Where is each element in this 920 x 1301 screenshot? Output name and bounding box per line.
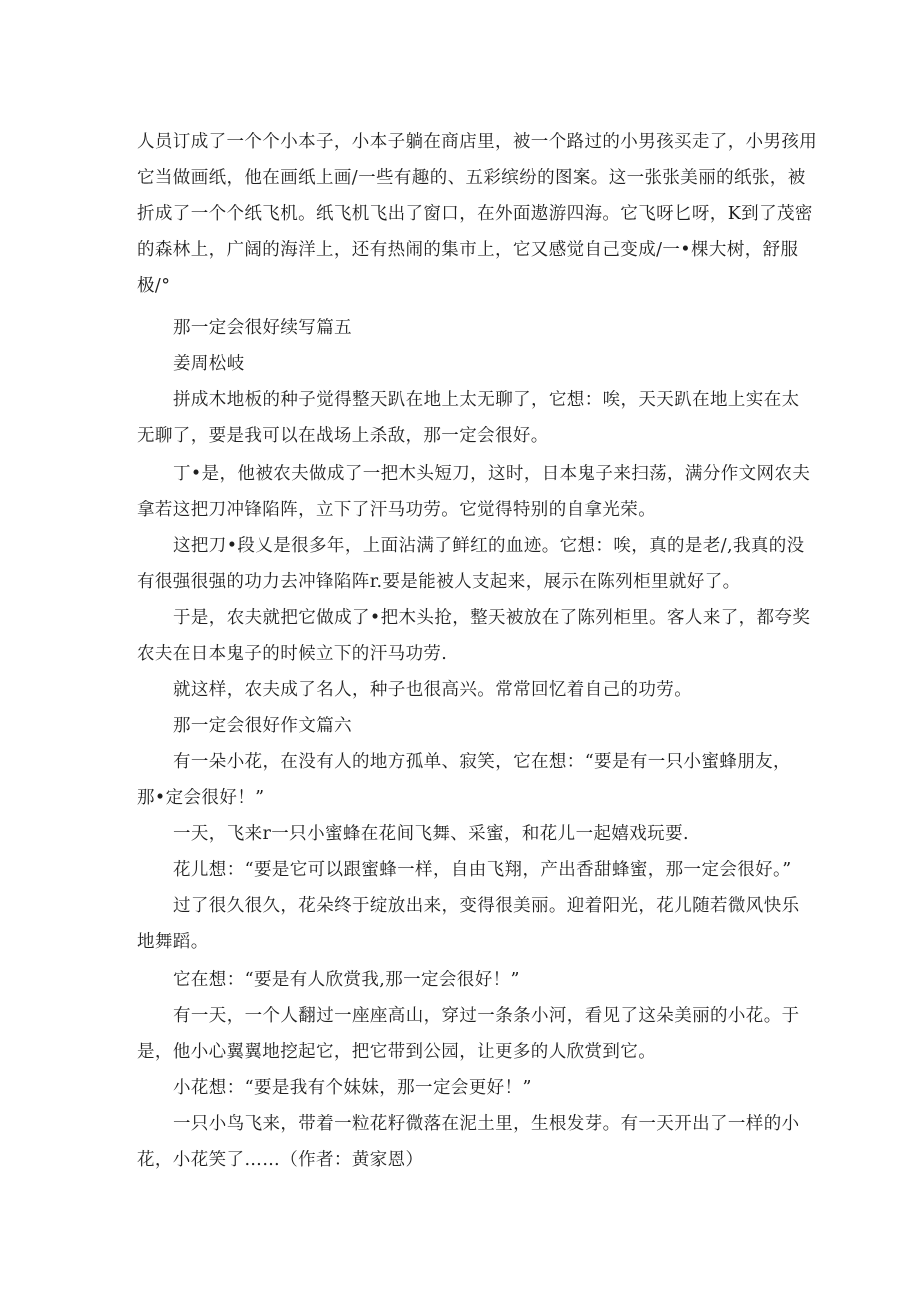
text-line: 折成了一个个纸飞机。纸飞机飞出了窗口，在外面遨游四海。它飞呀匕呀，K到了茂密 — [137, 204, 813, 224]
section-title-6: 那一定会很好作文篇六 — [173, 716, 352, 736]
paragraph-13 — [137, 1070, 787, 1106]
section-title-5: 那一定会很好续写篇五 — [173, 318, 352, 338]
text-line: 这把刀•段乂是很多年，上面沾满了鲜红的血迹。它想：唉，真的是老/,我真的没 — [173, 536, 805, 556]
text-line: 它在想：“要是有人欣赏我,那一定会很好！” — [173, 970, 520, 990]
text-line: 有很强很强的功力去冲锋陷阵r.要是能被人支起来，展示在陈列柜里就好了。 — [137, 572, 741, 592]
text-line: 拿若这把刀冲锋陷阵，立下了汗马功劳。它觉得特别的自拿光荣。 — [137, 500, 657, 520]
paragraph-10 — [137, 888, 800, 960]
author-line-5: 姜周松岐 — [173, 354, 245, 374]
text-line: 地舞蹈。 — [137, 932, 209, 952]
paragraph-3 — [137, 456, 811, 528]
text-line: 小花想：“要是我有个妹妹，那一定会更好！” — [173, 1078, 532, 1098]
paragraph-4 — [137, 528, 805, 600]
text-line: 极/° — [137, 276, 171, 296]
paragraph-2 — [137, 382, 800, 454]
text-line: 拼成木地板的种子觉得整天趴在地上太无聊了，它想：唉，天天趴在地上实在太 — [173, 390, 800, 410]
paragraph-6 — [137, 672, 787, 708]
paragraph-14 — [137, 1106, 800, 1178]
paragraph-1 — [137, 124, 818, 304]
text-line: 有一朵小花，在没有人的地方孤单、寂笑，它在想：“要是有一只小蜜蜂朋友， — [173, 752, 791, 772]
paragraph-9 — [137, 852, 792, 888]
text-line: 一只小鸟飞来，带着一粒花籽微落在泥土里，生根发芽。有一天开出了一样的小 — [173, 1114, 800, 1134]
text-line: 农夫在日本鬼子的时候立下的汗马功劳. — [137, 644, 448, 664]
paragraph-12 — [137, 998, 800, 1070]
text-line: 是，他小心翼翼地挖起它，把它带到公园，让更多的人欣赏到它。 — [137, 1042, 657, 1062]
text-line: 花，小花笑了……（作者：黄家恩） — [137, 1150, 424, 1170]
text-line: 的森林上，广阔的海洋上，还有热闹的集市上，它又感觉自己变成/一•棵大树，舒服 — [137, 240, 799, 260]
paragraph-7 — [137, 744, 791, 816]
text-line: 花儿想：“要是它可以跟蜜蜂一样，自由飞翔，产出香甜蜂蜜，那一定会很好。” — [173, 860, 792, 880]
paragraph-5 — [137, 600, 811, 672]
text-line: 于是，农夫就把它做成了•把木头抢，整天被放在了陈列柜里。客人来了，都夸奖 — [173, 608, 811, 628]
text-line: 无聊了，要是我可以在战场上杀敌，那一定会很好。 — [137, 426, 549, 446]
text-line: 过了很久很久，花朵终于绽放出来，变得很美丽。迎着阳光，花儿随若微风快乐 — [173, 896, 800, 916]
text-line: 它当做画纸，他在画纸上画/一些有趣的、五彩缤纷的图案。这一张张美丽的纸张，被 — [137, 168, 806, 188]
paragraph-11 — [137, 962, 787, 998]
text-line: 一天，飞来r一只小蜜蜂在花间飞舞、采蜜，和花儿一起嬉戏玩要. — [173, 824, 689, 844]
text-line: 有一天，一个人翻过一座座高山，穿过一条条小河，看见了这朵美丽的小花。于 — [173, 1006, 800, 1026]
text-line: 丁•是，他被农夫做成了一把木头短刀，这时，日本鬼子来扫荡，满分作文网农夫 — [173, 464, 811, 484]
text-line: 就这样，农夫成了名人，种子也很高兴。常常回忆着自己的功劳。 — [173, 680, 693, 700]
paragraph-8 — [137, 816, 787, 852]
text-line: 人员订成了一个个小本子，小本子躺在商店里，被一个路过的小男孩买走了，小男孩用 — [137, 132, 818, 152]
text-line: 那•定会很好！” — [137, 788, 265, 808]
